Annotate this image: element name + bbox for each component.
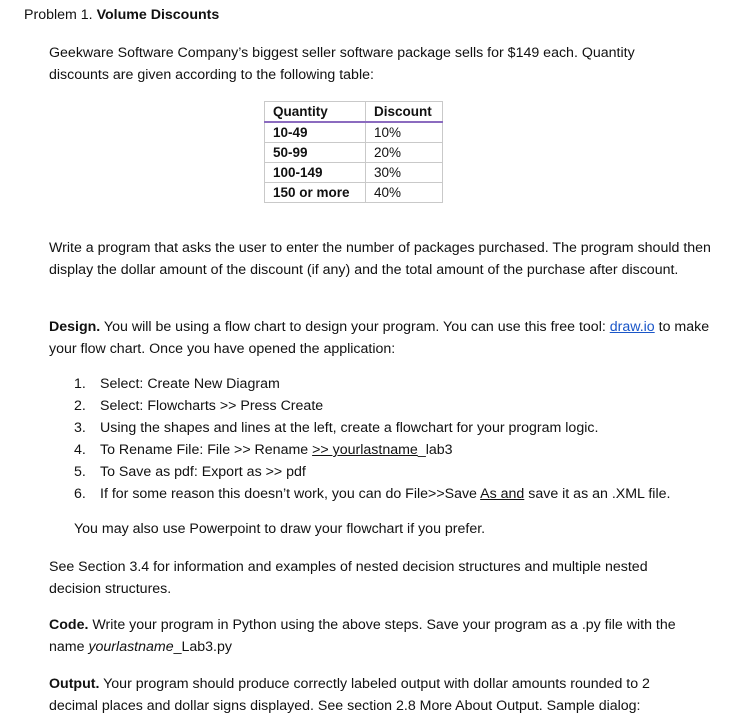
list-item: 6. If for some reason this doesn’t work, you can do File>>Save As and save it as an .XML file.	[74, 486, 671, 502]
table-row	[265, 163, 443, 183]
powerpoint-note: You may also use Powerpoint to draw your flowchart if you prefer.	[74, 521, 486, 537]
list-item: 1. Select: Create New Diagram	[74, 376, 280, 392]
code-paragraph: Code. Write your program in Python using the above steps. Save your program as a .py file with the name yourlastname_Lab3.py	[49, 617, 676, 655]
discount-cell: 10%	[366, 122, 443, 143]
discount-header: Discount	[366, 102, 443, 123]
list-item: 3. Using the shapes and lines at the left, create a flowchart for your program logic.	[74, 420, 599, 436]
quantity-header: Quantity	[265, 102, 366, 123]
table-row	[265, 122, 443, 143]
quantity-cell: 150 or more	[265, 183, 366, 203]
list-item: 5. To Save as pdf: Export as >> pdf	[74, 464, 306, 480]
filename-italic: yourlastname	[88, 639, 174, 655]
task-paragraph: Write a program that asks the user to enter the number of packages purchased. The program should then display the dollar amount of the discount (if any) and the total amount of the purchase after discount.	[49, 240, 711, 278]
list-item: 2. Select: Flowcharts >> Press Create	[74, 398, 324, 414]
discount-cell: 40%	[366, 183, 443, 203]
quantity-cell: 100-149	[265, 163, 366, 183]
discount-cell: 20%	[366, 143, 443, 163]
design-label: Design.	[49, 319, 101, 335]
code-label: Code.	[49, 617, 89, 633]
output-paragraph: Output. Your program should produce correctly labeled output with dollar amounts rounded to 2 decimal places and dollar signs displayed. See section 2.8 More About Output. Sample dialog:	[49, 676, 650, 714]
drawio-link[interactable]: draw.io	[609, 319, 655, 335]
output-label: Output.	[49, 676, 100, 692]
table-row	[265, 143, 443, 163]
section-note: See Section 3.4 for information and examples of nested decision structures and multiple nested decision structures.	[49, 559, 648, 597]
steps-list	[74, 373, 670, 505]
quantity-cell: 50-99	[265, 143, 366, 163]
discount-cell: 30%	[366, 163, 443, 183]
problem-number: Problem 1.	[24, 7, 93, 23]
intro-paragraph: Geekware Software Company’s biggest seller software package sells for $149 each. Quantity discounts are given according to the following table:	[49, 45, 635, 83]
list-item: 4. To Rename File: File >> Rename >> yourlastname_lab3	[74, 442, 453, 458]
design-text: You will be using a flow chart to design your program. You can use this free tool:	[100, 319, 610, 335]
discount-table	[264, 101, 443, 203]
quantity-cell: 10-49	[265, 122, 366, 143]
design-paragraph	[49, 316, 714, 360]
table-header-row	[265, 102, 443, 123]
design-text-end: to make your flow chart. Once you have opened the application:	[49, 319, 710, 357]
problem-title: Volume Discounts	[96, 7, 220, 23]
problem-heading	[24, 7, 219, 23]
table-row	[265, 183, 443, 203]
